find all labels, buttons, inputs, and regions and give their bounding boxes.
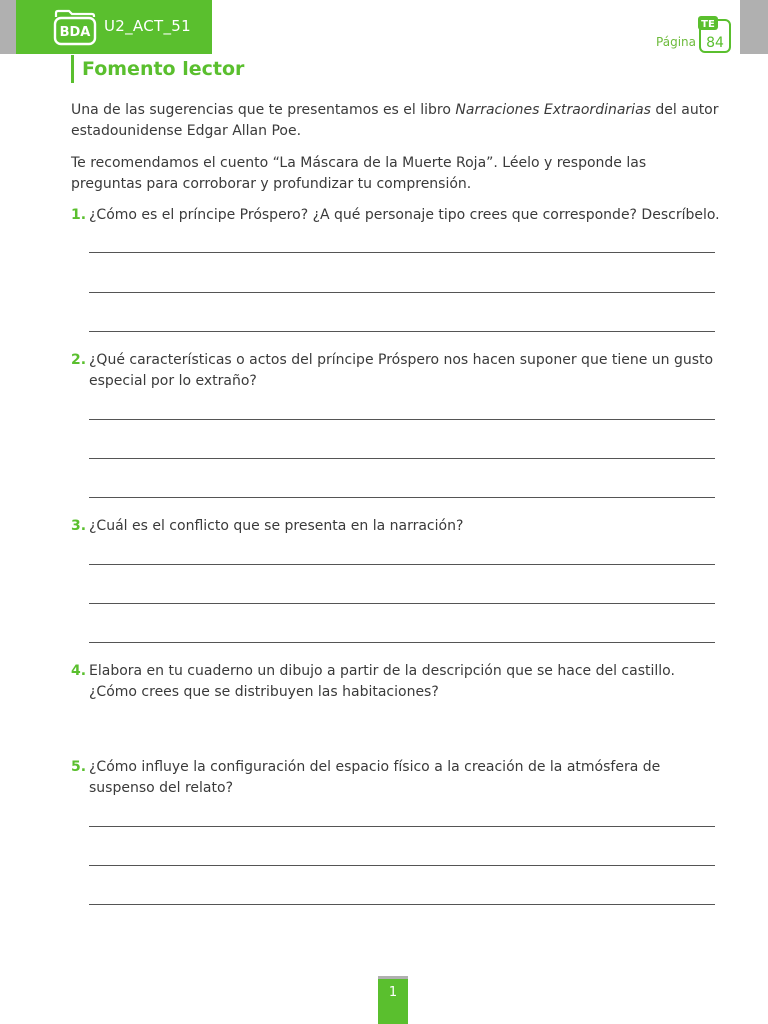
question-text: Elabora en tu cuaderno un dibujo a partir de la descripción que se hace del castillo. ¿Cómo crees que se distribuyen las habitaciones? <box>89 663 675 700</box>
page-number-tab <box>378 976 408 1024</box>
book-title: Narraciones Extraordinarias <box>455 102 651 118</box>
question-number: 2. <box>71 352 87 368</box>
question-text: ¿Qué características o actos del príncipe Próspero nos hacen suponer que tiene un gusto especial por lo extraño? <box>89 352 714 389</box>
question-number: 3. <box>71 518 87 534</box>
answer-line[interactable] <box>89 865 715 866</box>
answer-line[interactable] <box>89 292 715 293</box>
bda-logo-text: BDA <box>59 25 91 40</box>
answer-line[interactable] <box>89 603 715 604</box>
question-3 <box>71 516 721 537</box>
intro-paragraph-1 <box>71 100 721 142</box>
question-text: ¿Cómo influye la configuración del espacio físico a la creación de la atmósfera de suspenso del relato? <box>89 759 661 796</box>
answer-line[interactable] <box>89 564 715 565</box>
section-title: Fomento lector <box>82 58 245 80</box>
answer-line[interactable] <box>89 419 715 420</box>
question-number: 1. <box>71 207 87 223</box>
te-label: TE <box>701 19 715 30</box>
activity-code: U2_ACT_51 <box>104 17 191 35</box>
page-number: 1 <box>388 985 398 1000</box>
answer-line[interactable] <box>89 497 715 498</box>
answer-line[interactable] <box>89 642 715 643</box>
pagina-label: Página <box>656 35 696 49</box>
question-number: 4. <box>71 663 87 679</box>
intro-paragraph-2: Te recomendamos el cuento “La Máscara de la Muerte Roja”. Léelo y responde las preguntas para corroborar y profundizar tu comprensión. <box>71 155 647 192</box>
question-text: ¿Cómo es el príncipe Próspero? ¿A qué personaje tipo crees que corresponde? Descríbelo. <box>89 207 720 223</box>
intro-p1-end: del autor estadounidense Edgar Allan Poe. <box>71 102 719 139</box>
question-1 <box>71 205 721 226</box>
answer-line[interactable] <box>89 904 715 905</box>
question-text: ¿Cuál es el conflicto que se presenta en la narración? <box>89 518 464 534</box>
top-gray-strip-right <box>740 0 768 54</box>
question-5 <box>71 757 721 799</box>
top-gray-strip-left <box>0 0 16 54</box>
textbook-page-ref: 84 <box>706 35 724 51</box>
answer-line[interactable] <box>89 826 715 827</box>
question-4 <box>71 661 721 703</box>
question-number: 5. <box>71 759 87 775</box>
answer-line[interactable] <box>89 458 715 459</box>
question-2 <box>71 350 721 392</box>
answer-line[interactable] <box>89 252 715 253</box>
section-title-accent <box>71 55 74 83</box>
intro-p1-start: Una de las sugerencias que te presentamos es el libro <box>71 102 456 118</box>
bda-logo-icon <box>53 9 97 47</box>
answer-line[interactable] <box>89 331 715 332</box>
